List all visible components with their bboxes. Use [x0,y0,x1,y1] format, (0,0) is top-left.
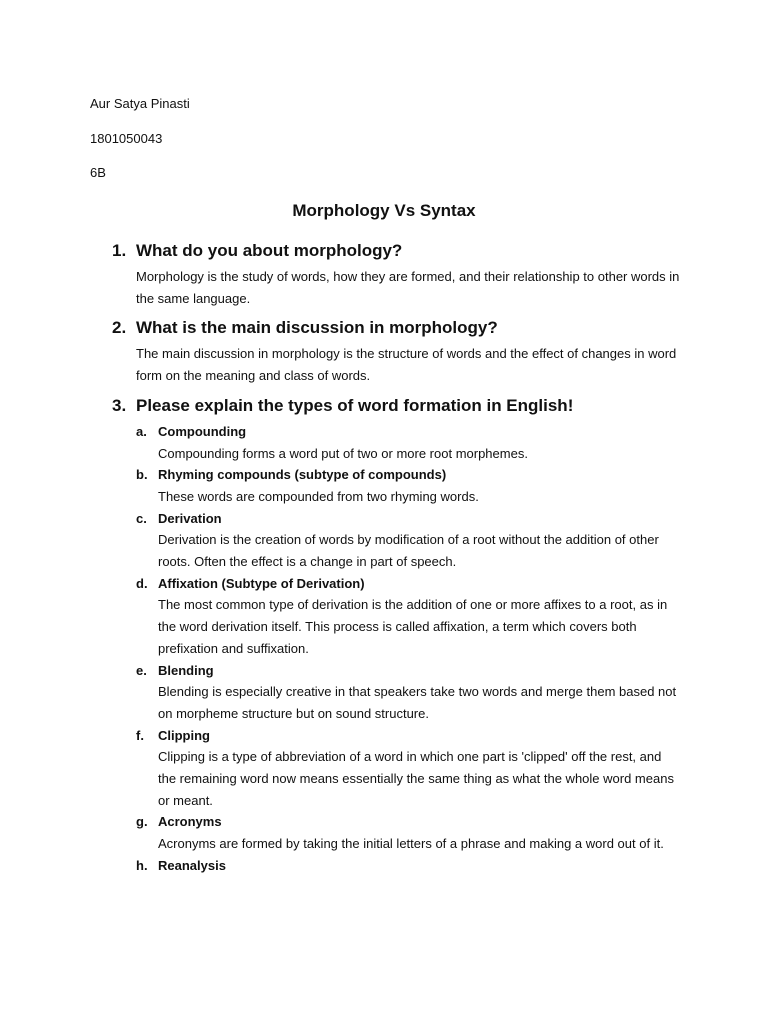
item-text: Clipping is a type of abbreviation of a word in which one part is 'clipped' off the rest, and the remaining word now means essentially the same thing as what the whole word means or meant. [158,749,674,808]
question-heading [112,315,682,341]
list-item [136,508,682,573]
item-letter: d. [136,575,148,591]
item-title: Acronyms [158,814,222,830]
list-item [136,421,682,464]
item-text: Blending is especially creative in that speakers take two words and merge them based not on morpheme structure but on sound structure. [158,684,677,721]
class-label: 6B [90,165,106,180]
item-title: Derivation [158,510,222,526]
item-letter: h. [136,857,148,873]
author-name: Aur Satya Pinasti [90,96,190,111]
item-letter: g. [136,814,148,830]
item-text: Acronyms are formed by taking the initial letters of a phrase and making a word out of it. [158,836,664,852]
item-title: Affixation (Subtype of Derivation) [158,575,365,591]
list-item [136,855,682,877]
item-title: Compounding [158,423,247,439]
list-item [136,464,682,507]
item-text: Derivation is the creation of words by modification of a root without the addition of other roots. Often the effect is a change in part of speech. [158,532,659,570]
question-text: Please explain the types of word formation in English! [136,395,574,415]
question-text: What is the main discussion in morphology? [136,318,498,338]
item-letter: c. [136,510,147,526]
answer-text: The main discussion in morphology is the structure of words and the effect of changes in word form on the meaning and class of words. [136,346,677,384]
item-text: These words are compounded from two rhyming words. [158,488,479,504]
item-text: The most common type of derivation is the addition of one or more affixes to a root, as in the word derivation itself. This process is called affixation, a term which covers both prefixation and suffixation. [158,597,668,656]
list-item [136,811,682,854]
question-number: 1. [112,241,127,260]
question-text: What do you about morphology? [136,241,403,260]
question-list [112,238,682,883]
question-item-3 [112,393,682,877]
question-item-1 [112,238,682,309]
item-title: Rhyming compounds (subtype of compounds) [158,467,447,483]
document-title: Morphology Vs Syntax [292,201,476,220]
question-heading [112,393,682,419]
list-item [136,660,682,725]
word-formation-list [136,421,682,877]
item-letter: e. [136,662,147,678]
item-title: Clipping [158,727,210,743]
item-text: Compounding forms a word put of two or more root morphemes. [158,445,528,461]
answer-text: Morphology is the study of words, how they are formed, and their relationship to other words in the same language. [136,269,680,306]
list-item [136,573,682,660]
item-title: Blending [158,662,214,678]
question-number: 3. [112,395,127,415]
item-letter: b. [136,467,148,483]
student-id: 1801050043 [90,131,163,146]
list-item [136,725,682,812]
question-item-2 [112,315,682,386]
question-number: 2. [112,318,127,338]
item-letter: a. [136,423,147,439]
item-title: Reanalysis [158,857,226,873]
question-heading [112,238,682,264]
item-letter: f. [136,727,144,743]
